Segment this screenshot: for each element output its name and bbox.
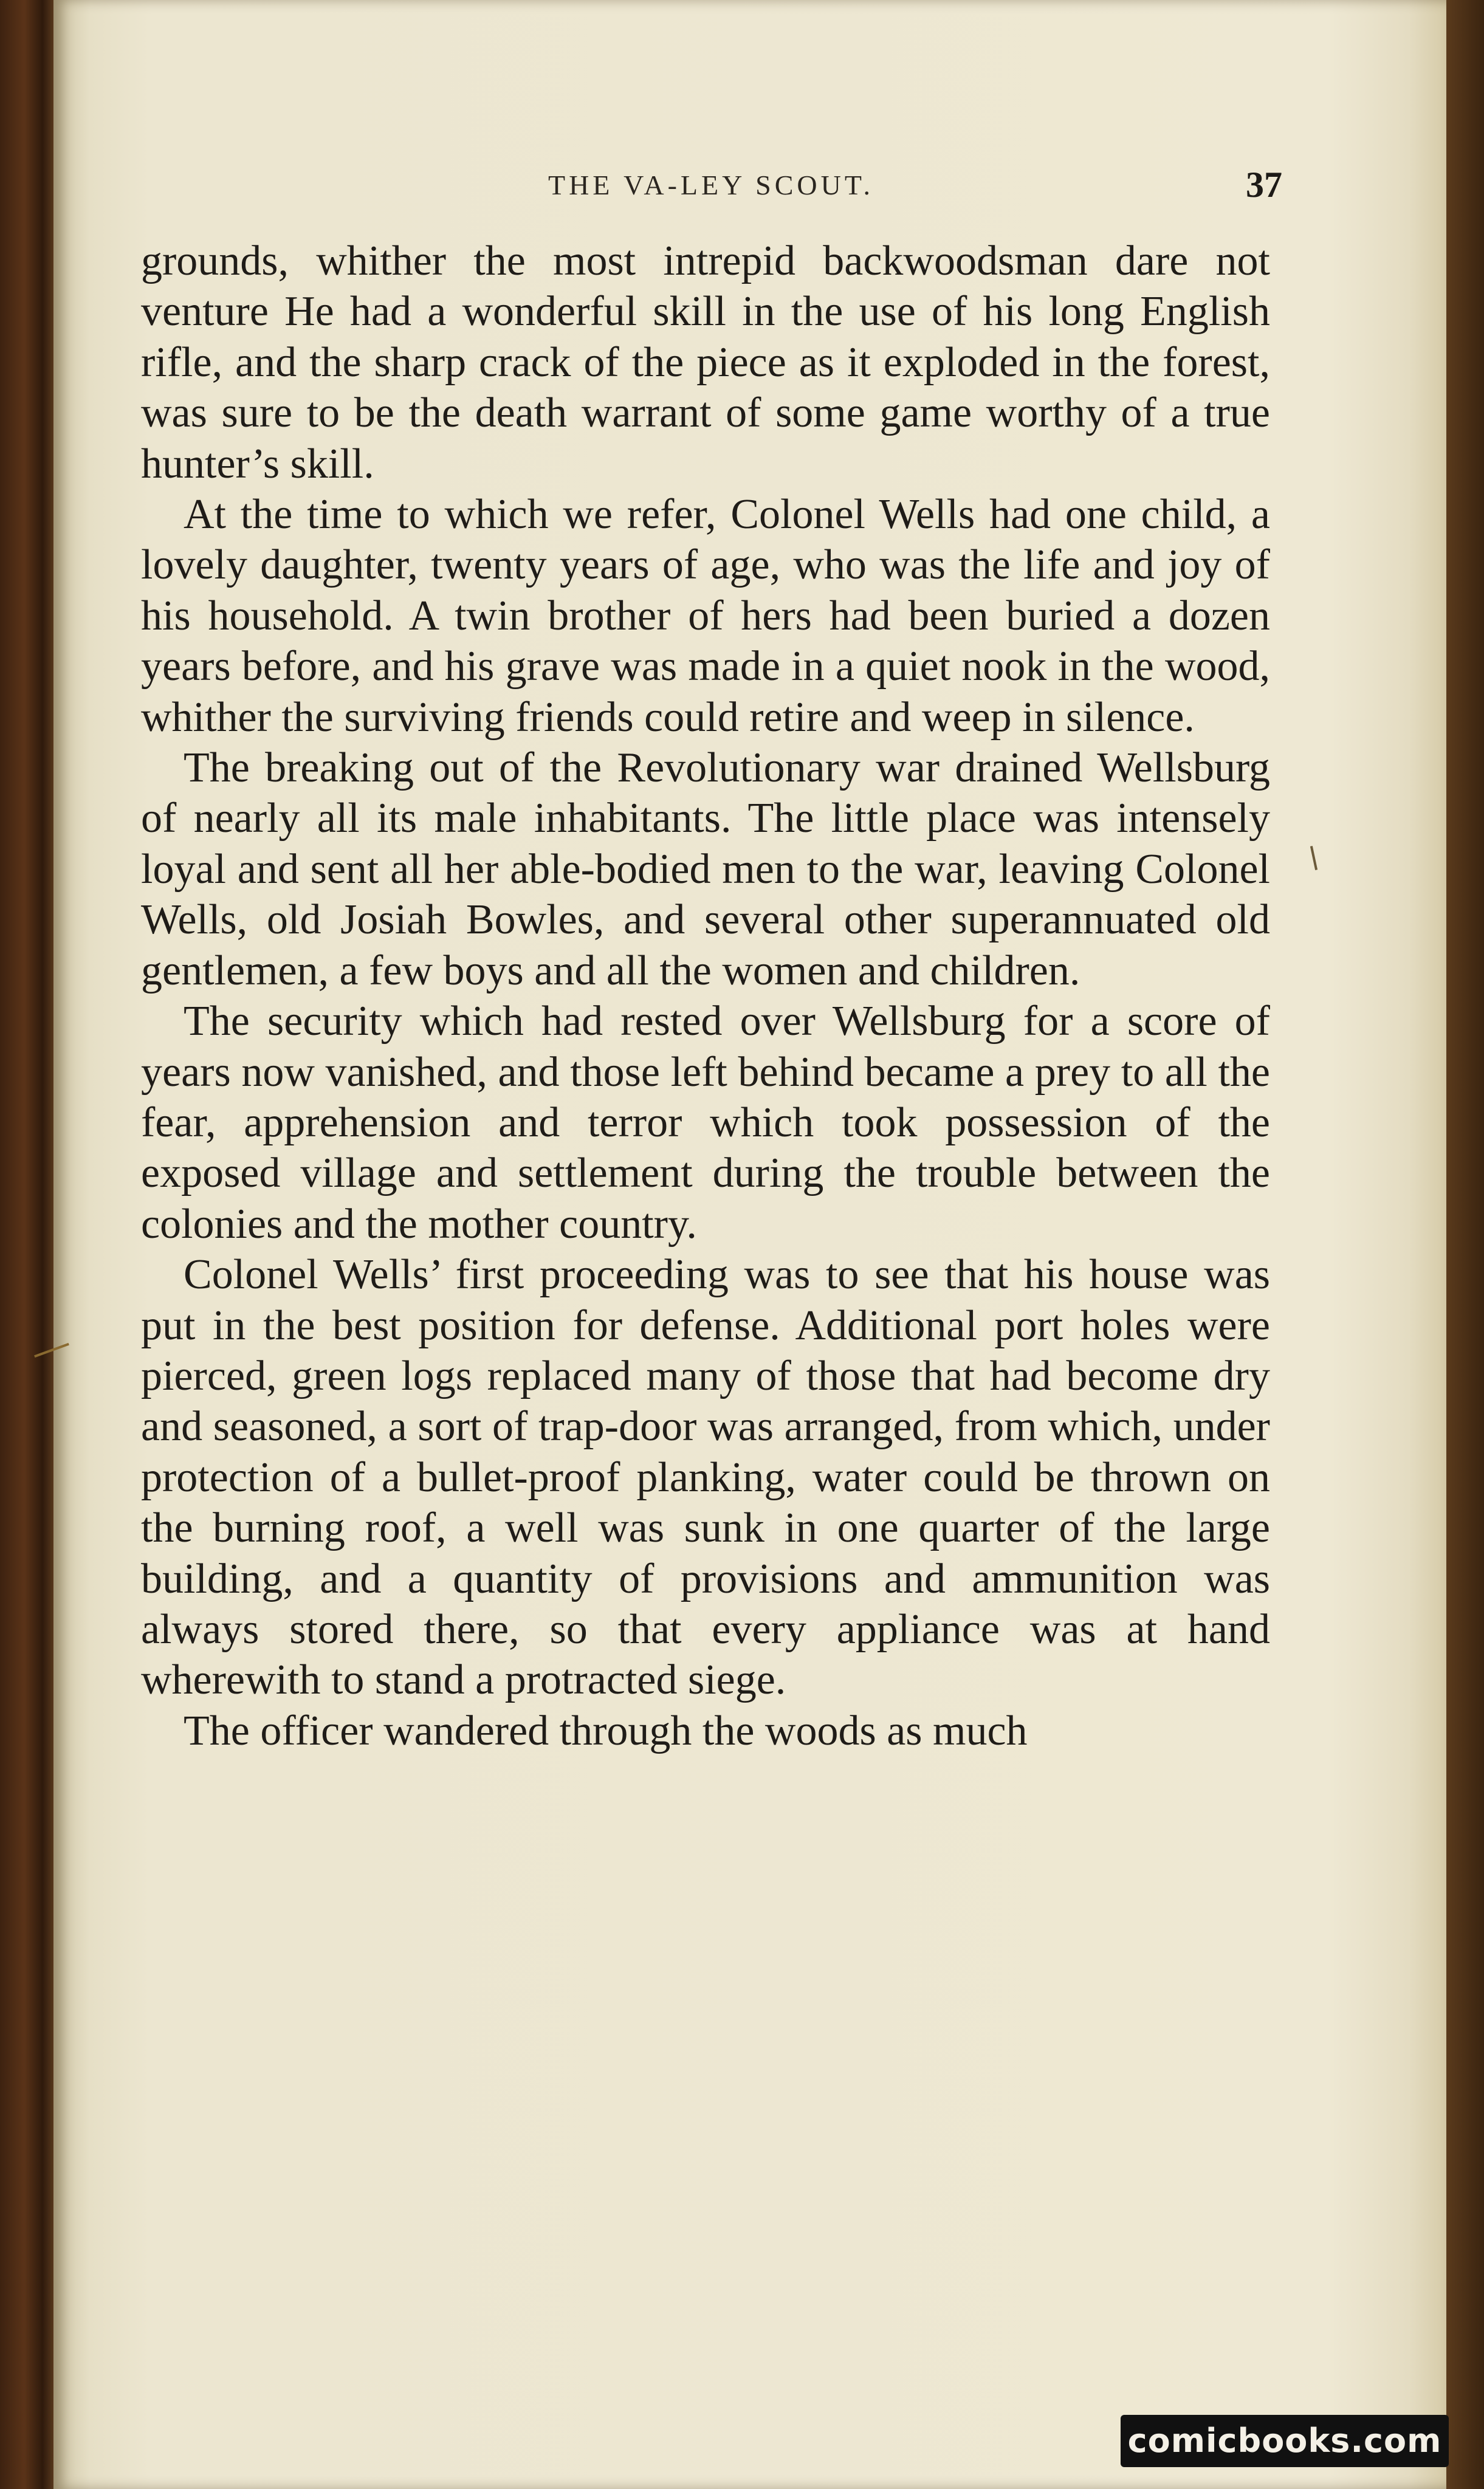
paragraph: At the time to which we refer, Colonel Wells had one child, a lovely daughter, twenty years of age, who was the life and joy of his household. A twin brother of hers had been buried a dozen years before, and his grave was made in a quiet nook in the wood, whither the surviving friends could retire and weep in silence. <box>141 491 1270 741</box>
paragraph: grounds, whither the most intrepid backwoodsman dare not venture He had a wonderful skill in the use of his long English rifle, and the sharp crack of the piece as it exploded in the forest, was sure to be the death warrant of some game worthy of a true hunter’s skill. <box>141 238 1270 487</box>
book-edge <box>1446 0 1484 2489</box>
running-title: THE VA‑LEY SCOUT. <box>548 170 874 201</box>
running-head <box>140 164 1282 213</box>
paragraph: Colonel Wells’ first proceeding was to see that his house was put in the best position for defense. Additional port holes were pierced, green logs replaced many of those that had become dry and seasoned, a sort of trap-door was arranged, from which, under protection of a bullet-proof planking, water could be thrown on the burning roof, a well was sunk in one quarter of the large building, and a quantity of provisions and ammunition was always stored there, so that every appliance was at hand wherewith to stand a protracted siege. <box>141 1251 1270 1704</box>
watermark-text: comicbooks.com <box>1127 2422 1442 2460</box>
paragraph: The breaking out of the Revolutionary war drained Wellsburg of nearly all its male inhabitants. The little place was intensely loyal and sent all her able-bodied men to the war, leaving Colonel Wells, old Josiah Bowles, and several other superannuated old gentlemen, a few boys and all the women and children. <box>141 744 1270 994</box>
paragraph: The security which had rested over Wellsburg for a score of years now vanished, and those left behind became a prey to all the fear, apprehension and terror which took possession of the exposed village and settlement during the trouble between the colonies and the mother country. <box>141 998 1270 1248</box>
watermark <box>1121 2415 1449 2467</box>
paragraph: The officer wandered through the woods as much <box>184 1707 1028 1754</box>
page-number: 37 <box>1246 165 1282 205</box>
body-text <box>141 236 1270 1756</box>
